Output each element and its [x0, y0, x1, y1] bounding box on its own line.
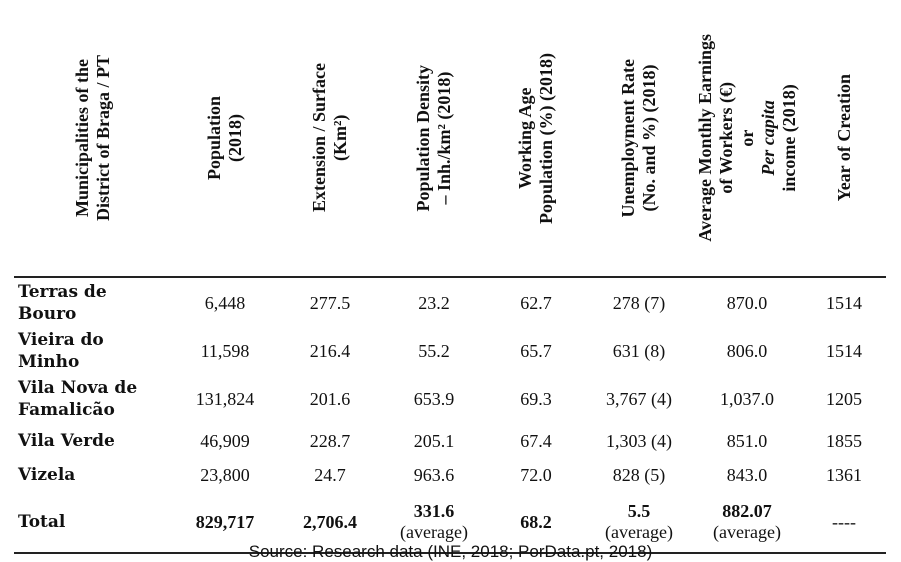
header-population: Population (2018) [172, 0, 278, 277]
total-working-age: 68.2 [486, 492, 586, 553]
working-age-cell: 62.7 [520, 292, 552, 313]
earnings-cell: 806.0 [726, 340, 768, 361]
earnings-cell: 843.0 [726, 464, 768, 485]
unemployment-cell: 631 (8) [612, 340, 666, 361]
data-table-container [14, 0, 886, 554]
working-age-cell: 67.4 [520, 430, 552, 451]
municipality-cell: Vila Verde [18, 431, 115, 451]
working-age-cell: 65.7 [520, 340, 552, 361]
year-cell: 1514 [826, 340, 862, 361]
header-earnings: Average Monthly Earnings of Workers (€) or Per capita income (2018) [692, 0, 802, 277]
table-row [14, 374, 886, 424]
density-cell: 653.9 [413, 388, 455, 409]
municipality-cell: Vizela [18, 465, 76, 485]
working-age-cell: 69.3 [520, 388, 552, 409]
density-cell: 55.2 [418, 340, 450, 361]
total-surface: 2,706.4 [278, 492, 382, 553]
unemployment-cell: 1,303 (4) [606, 430, 672, 451]
surface-cell: 24.7 [314, 464, 346, 485]
table-row [14, 424, 886, 458]
density-cell: 23.2 [418, 292, 450, 313]
working-age-cell: 72.0 [520, 464, 552, 485]
total-unemployment: 5.5 (average) [586, 492, 692, 553]
year-cell: 1855 [826, 430, 862, 451]
total-density: 331.6 (average) [382, 492, 486, 553]
municipality-cell: Terras de Bouro [18, 282, 107, 324]
total-year: ---- [802, 492, 886, 553]
total-population: 829,717 [172, 492, 278, 553]
header-working-age: Working Age Population (%) (2018) [486, 0, 586, 277]
earnings-cell: 1,037.0 [720, 388, 774, 409]
header-unemployment: Unemployment Rate (No. and %) (2018) [586, 0, 692, 277]
header-year: Year of Creation [802, 0, 886, 277]
density-cell: 205.1 [413, 430, 455, 451]
surface-cell: 228.7 [309, 430, 351, 451]
table-row [14, 277, 886, 328]
municipalities-table [14, 0, 886, 554]
year-cell: 1361 [826, 464, 862, 485]
total-label: Total [14, 492, 172, 553]
header-municipality: Municipalities of the District of Braga / PT [14, 0, 172, 277]
table-row [14, 458, 886, 492]
population-cell: 23,800 [200, 464, 250, 485]
unemployment-cell: 828 (5) [612, 464, 666, 485]
source-caption: Source: Research data (INE, 2018; PorData.pt, 2018) [248, 542, 653, 561]
unemployment-cell: 278 (7) [612, 292, 666, 313]
population-cell: 11,598 [200, 340, 250, 361]
header-row [14, 0, 886, 277]
population-cell: 6,448 [204, 292, 246, 313]
municipality-cell: Vila Nova de Famalicão [18, 378, 138, 420]
earnings-cell: 851.0 [726, 430, 768, 451]
earnings-cell: 870.0 [726, 292, 768, 313]
year-cell: 1514 [826, 292, 862, 313]
surface-cell: 216.4 [309, 340, 351, 361]
density-cell: 963.6 [413, 464, 455, 485]
table-row [14, 328, 886, 374]
municipality-cell: Vieira do Minho [18, 330, 104, 372]
surface-cell: 277.5 [309, 292, 351, 313]
total-earnings: 882.07 (average) [692, 492, 802, 553]
surface-cell: 201.6 [309, 388, 351, 409]
header-surface: Extension / Surface (Km²) [278, 0, 382, 277]
year-cell: 1205 [826, 388, 862, 409]
population-cell: 46,909 [200, 430, 250, 451]
header-density: Population Density – Inh./km² (2018) [382, 0, 486, 277]
population-cell: 131,824 [195, 388, 255, 409]
unemployment-cell: 3,767 (4) [606, 388, 672, 409]
